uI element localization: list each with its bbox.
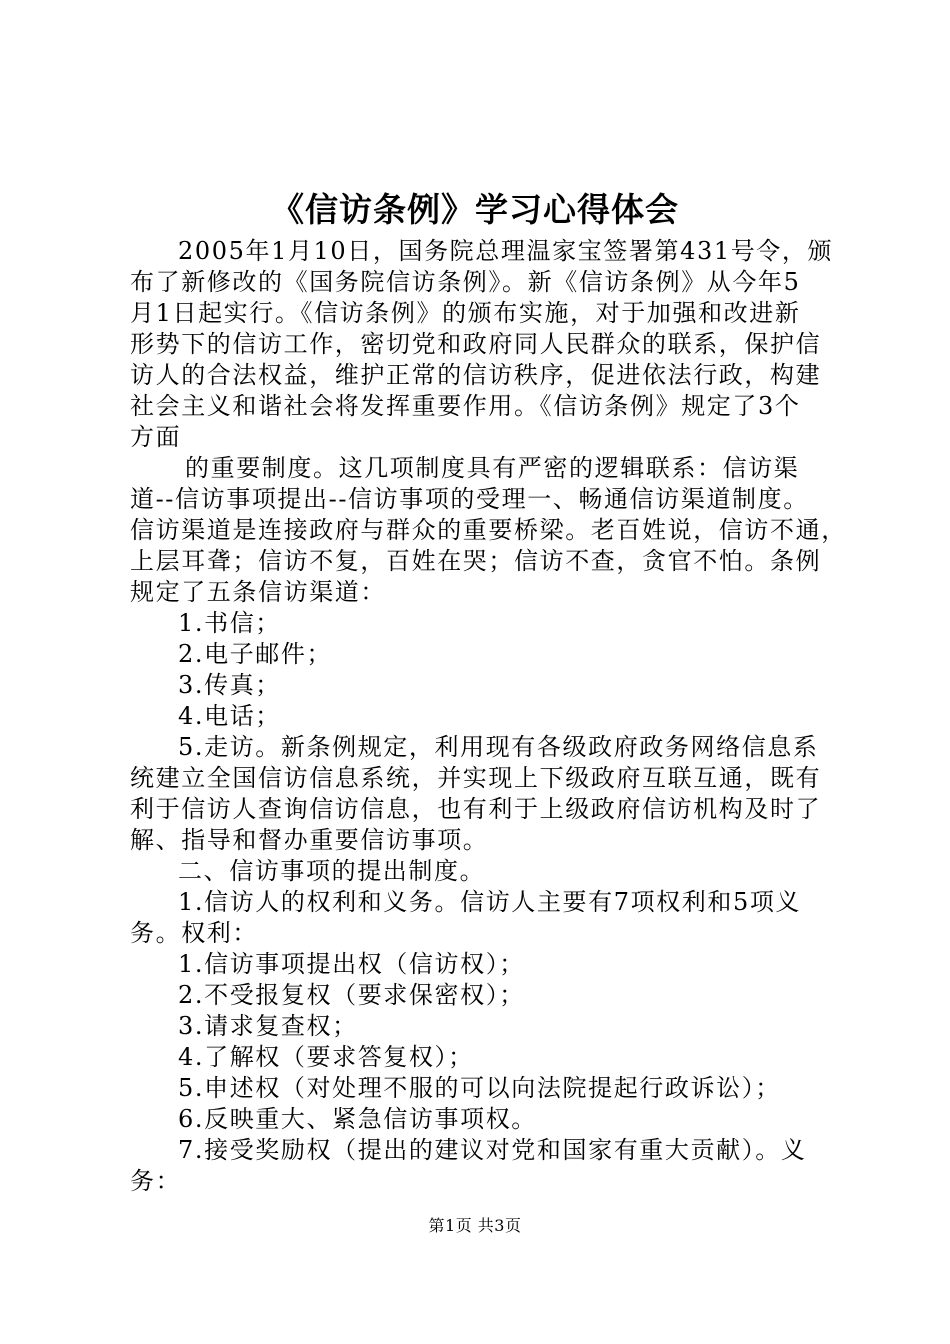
document-title: 《信访条例》学习心得体会 <box>271 190 679 229</box>
list-item: 4.了解权（要求答复权）； <box>178 1043 474 1071</box>
paragraph-line: 方面 <box>130 423 182 451</box>
paragraph-line: 形势下的信访工作，密切党和政府同人民群众的联系，保护信 <box>130 330 822 358</box>
paragraph-line: 统建立全国信访信息系统，并实现上下级政府互联互通，既有 <box>130 764 822 792</box>
paragraph-line: 道--信访事项提出--信访事项的受理一、畅通信访渠道制度。 <box>130 485 809 513</box>
list-item: 4.电话； <box>178 702 281 730</box>
list-item: 6.反映重大、紧急信访事项权。 <box>178 1105 537 1133</box>
list-item: 5.申述权（对处理不服的可以向法院提起行政诉讼）； <box>178 1074 781 1102</box>
document-body <box>130 236 847 1197</box>
paragraph-line: 月1日起实行。《信访条例》的颁布实施，对于加强和改进新 <box>130 299 801 327</box>
list-item: 7.接受奖励权（提出的建议对党和国家有重大贡献）。义 <box>178 1136 807 1164</box>
paragraph-line: 规定了五条信访渠道： <box>130 578 386 606</box>
list-item: 3.传真； <box>178 671 281 699</box>
paragraph-line: 利于信访人查询信访信息，也有利于上级政府信访机构及时了 <box>130 795 822 823</box>
paragraph-line: 访人的合法权益，维护正常的信访秩序，促进依法行政，构建 <box>130 361 822 389</box>
list-item: 2.不受报复权（要求保密权）； <box>178 981 525 1009</box>
list-item: 3.请求复查权； <box>178 1012 358 1040</box>
paragraph-line: 上层耳聋；信访不复，百姓在哭；信访不查，贪官不怕。条例 <box>130 547 822 575</box>
section-heading: 二、信访事项的提出制度。 <box>178 857 486 885</box>
paragraph-line: 信访渠道是连接政府与群众的重要桥梁。老百姓说，信访不通， <box>130 516 847 544</box>
paragraph-line: 社会主义和谐社会将发挥重要作用。《信访条例》规定了3个 <box>130 392 801 420</box>
list-item: 5.走访。新条例规定，利用现有各级政府政务网络信息系 <box>178 733 819 761</box>
paragraph-line: 2005年1月10日，国务院总理温家宝签署第431号令，颁 <box>178 237 834 265</box>
paragraph-line: 布了新修改的《国务院信访条例》。新《信访条例》从今年5 <box>130 268 801 296</box>
paragraph-line: 的重要制度。这几项制度具有严密的逻辑联系：信访渠 <box>185 454 800 482</box>
paragraph-line: 务。权利： <box>130 919 258 947</box>
paragraph-line: 1.信访人的权利和义务。信访人主要有7项权利和5项义 <box>178 888 802 916</box>
list-item: 1.书信； <box>178 609 281 637</box>
list-item: 2.电子邮件； <box>178 640 333 668</box>
page-footer: 第1页 共3页 <box>428 1216 522 1235</box>
paragraph-line: 务： <box>130 1167 182 1195</box>
list-item: 1.信访事项提出权（信访权）； <box>178 950 525 978</box>
paragraph-line: 解、指导和督办重要信访事项。 <box>130 826 489 854</box>
